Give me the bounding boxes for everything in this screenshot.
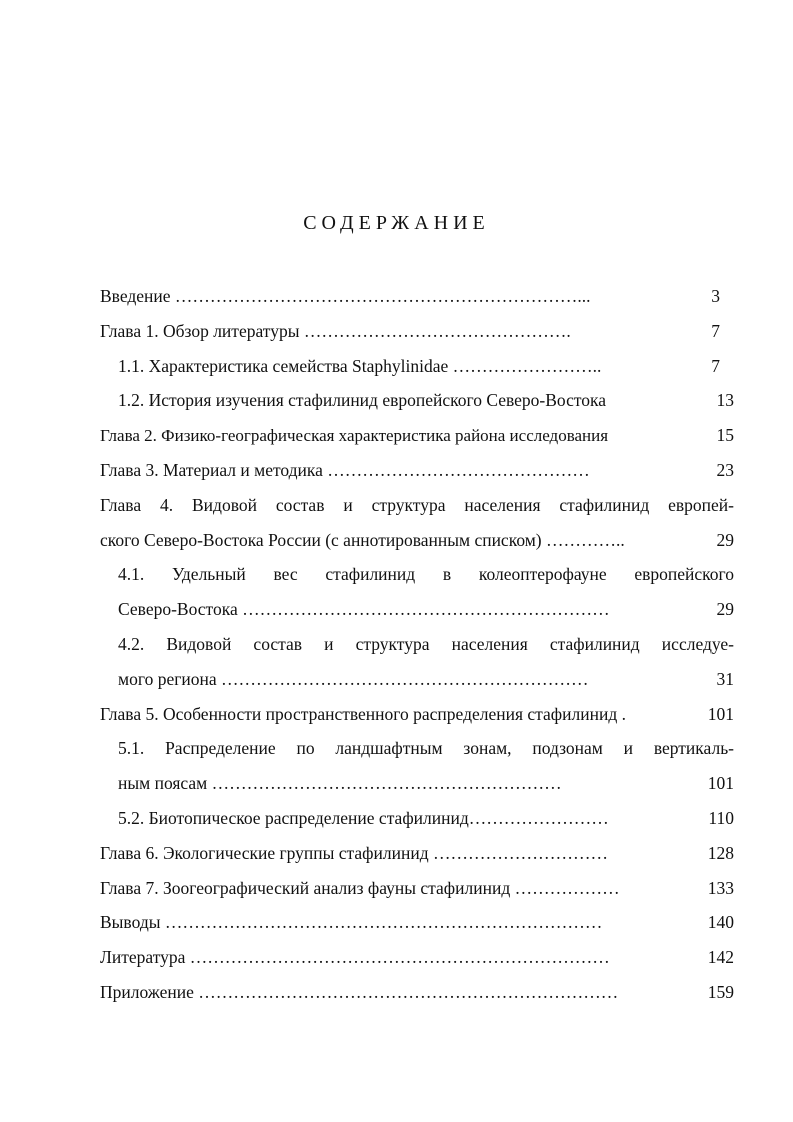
toc-entry-5-1-line-2 bbox=[100, 771, 734, 806]
toc-entry-page: 23 bbox=[716, 459, 734, 480]
toc-entry-chapter-5 bbox=[100, 702, 734, 737]
table-of-contents bbox=[100, 284, 734, 1015]
toc-entry-page: 7 bbox=[711, 355, 720, 376]
toc-entry-1-1 bbox=[100, 354, 734, 389]
toc-entry-text: Выводы ………………………………………………………………… bbox=[100, 912, 603, 933]
toc-entry-page: 142 bbox=[707, 947, 734, 968]
toc-entry-page: 128 bbox=[707, 842, 734, 863]
toc-entry-4-2-line-2 bbox=[100, 667, 734, 702]
toc-entry-page: 29 bbox=[716, 529, 734, 550]
toc-entry-1-2 bbox=[100, 388, 734, 423]
toc-entry-page: 31 bbox=[716, 668, 734, 689]
toc-entry-4-1-line-1 bbox=[100, 562, 734, 597]
toc-entry-text: ского Северо-Востока России (с аннотированным списком) ………….. bbox=[100, 529, 625, 550]
toc-entry-intro bbox=[100, 284, 734, 319]
toc-entry-text: Глава 3. Материал и методика ……………………………………… bbox=[100, 459, 590, 480]
toc-entry-text: Глава 6. Экологические группы стафилинид ………………………… bbox=[100, 842, 608, 863]
toc-entry-chapter-1 bbox=[100, 319, 734, 354]
toc-entry-4-1-line-2 bbox=[100, 597, 734, 632]
toc-entry-page: 7 bbox=[711, 320, 720, 341]
toc-entry-page: 15 bbox=[716, 425, 734, 446]
toc-entry-chapter-6 bbox=[100, 841, 734, 876]
toc-entry-conclusions bbox=[100, 910, 734, 945]
toc-entry-chapter-4-line-1 bbox=[100, 493, 734, 528]
toc-entry-text: Глава 4. Видовой состав и структура населения стафилинид европей- bbox=[100, 494, 734, 515]
toc-entry-literature bbox=[100, 945, 734, 980]
toc-entry-page: 13 bbox=[716, 390, 734, 411]
toc-entry-text: Северо-Востока ……………………………………………………… bbox=[118, 599, 610, 620]
toc-entry-text: 4.1. Удельный вес стафилинид в колеоптерофауне европейского bbox=[118, 564, 734, 585]
toc-entry-page: 110 bbox=[708, 807, 734, 828]
toc-entry-page: 101 bbox=[707, 703, 734, 724]
toc-entry-text: Глава 7. Зоогеографический анализ фауны стафилинид ……………… bbox=[100, 877, 620, 898]
toc-entry-5-2 bbox=[100, 806, 734, 841]
toc-entry-page: 101 bbox=[707, 773, 734, 794]
toc-entry-appendix bbox=[100, 980, 734, 1015]
toc-entry-text: Глава 1. Обзор литературы ………………………………………. bbox=[100, 320, 571, 341]
toc-entry-page: 133 bbox=[707, 877, 734, 898]
toc-entry-page: 29 bbox=[716, 599, 734, 620]
toc-entry-5-1-line-1 bbox=[100, 736, 734, 771]
toc-entry-page: 159 bbox=[707, 981, 734, 1002]
toc-entry-text: 1.2. История изучения стафилинид европейского Северо-Востока bbox=[118, 390, 607, 411]
toc-entry-text: Глава 2. Физико-географическая характеристика района исследования bbox=[100, 426, 609, 446]
toc-entry-text: 5.1. Распределение по ландшафтным зонам, подзонам и вертикаль- bbox=[118, 738, 734, 759]
toc-entry-text: Приложение ……………………………………………………………… bbox=[100, 981, 619, 1002]
toc-entry-chapter-4-line-2 bbox=[100, 528, 734, 563]
toc-entry-text: ным поясам …………………………………………………… bbox=[118, 773, 562, 794]
toc-entry-4-2-line-1 bbox=[100, 632, 734, 667]
toc-entry-text: Введение ……………………………………………………………... bbox=[100, 286, 591, 306]
page-title: СОДЕРЖАНИЕ bbox=[303, 212, 490, 234]
toc-entry-page: 140 bbox=[707, 912, 734, 933]
toc-entry-text: 5.2. Биотопическое распределение стафилинид…………………… bbox=[118, 807, 609, 828]
toc-entry-text: Глава 5. Особенности пространственного распределения стафилинид . bbox=[100, 703, 626, 724]
toc-entry-chapter-3 bbox=[100, 458, 734, 493]
toc-entry-chapter-2 bbox=[100, 423, 734, 458]
toc-entry-text: 4.2. Видовой состав и структура населения стафилинид исследуе- bbox=[118, 633, 734, 654]
toc-entry-text: Литература ……………………………………………………………… bbox=[100, 947, 610, 968]
toc-entry-text: мого региона ……………………………………………………… bbox=[118, 668, 589, 689]
toc-entry-chapter-7 bbox=[100, 876, 734, 911]
toc-entry-page: 3 bbox=[711, 286, 720, 306]
toc-entry-text: 1.1. Характеристика семейства Staphylinidae …………………….. bbox=[118, 355, 602, 376]
